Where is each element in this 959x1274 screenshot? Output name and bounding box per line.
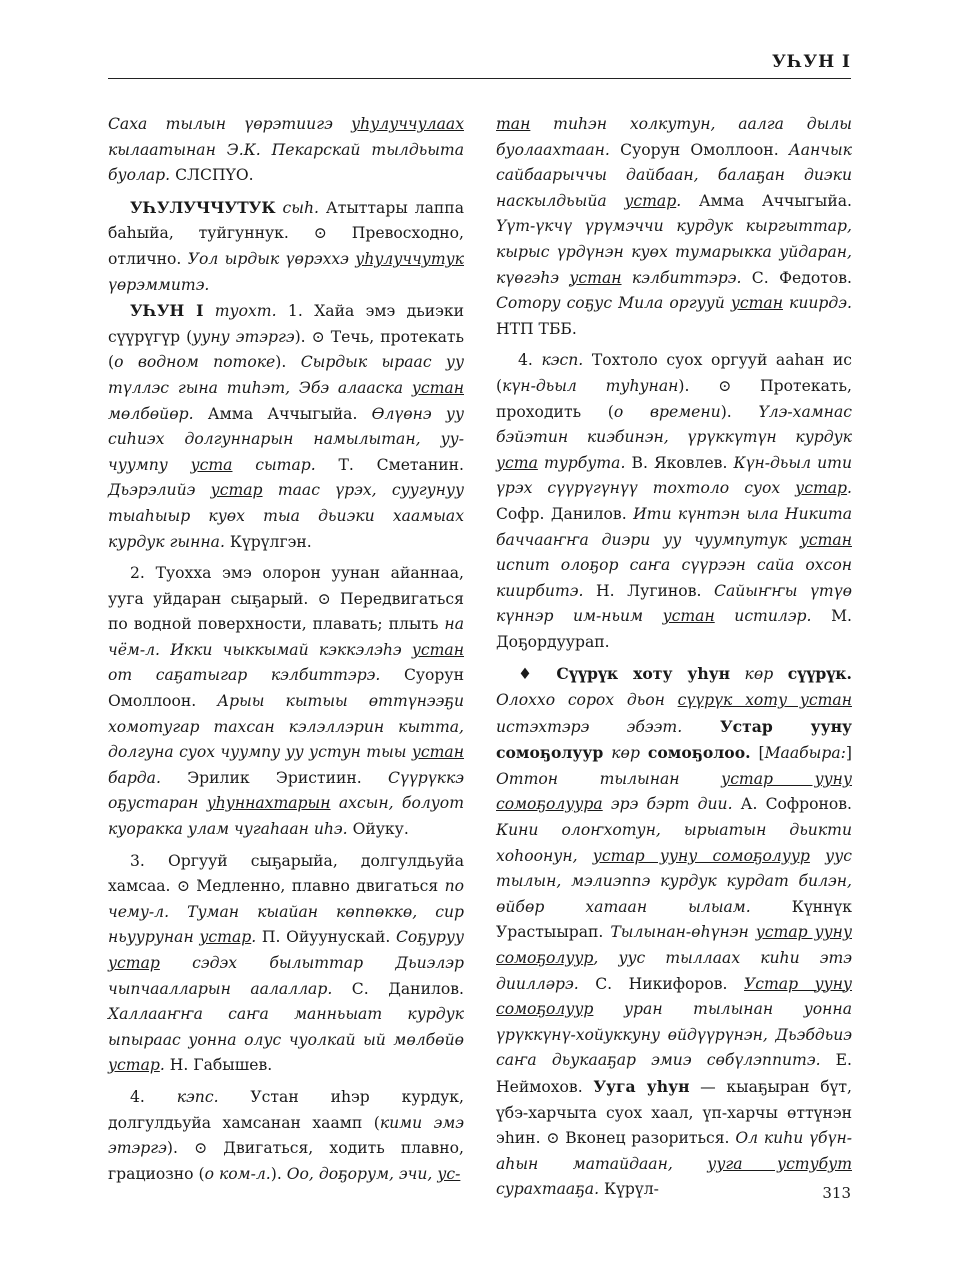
text-run: сурахтааҕа. [496,1180,600,1199]
text-run: ). ⊙ Протекать, проходить ( [496,376,852,421]
entry-paragraph [496,112,852,342]
text-run: НТП ТББ. [496,319,577,338]
text-run: Саха тылын үөрэтиигэ [108,115,352,133]
text-run: С. Федотов. [741,268,852,287]
text-run: от саҕатыгар кэлбиттэрэ. [108,666,381,685]
text-run: уран тылынан уонна үрүккүнү-хойуккуну өйдүүрүнэн, Дьэбдьиэ саҥа дьукааҕар эмиэ сөбүлэппитэ. [496,1000,852,1070]
text-run: Ууга уһун [593,1076,690,1096]
text-run: Үүт-үкчү үрүмэччи курдук кыргыттар, кырыс үрдүнэн куөх тумарыкка уйдаран, күөгэһэ [496,217,852,287]
left-column [108,112,464,1187]
text-run: А. Софронов. [732,795,852,814]
text-run: 2. Туохха эмэ олорон уунан айаннаа, ууга уйдаран сыҕарый. ⊙ Передвигаться по водной поверхности, плавать; плыть [108,564,464,634]
text-run: Суорун Омоллоон. [609,140,789,159]
text-run: Кини олоҥхотун, ырыатын дьикти хоһоонун, [496,821,852,865]
text-run: сытар. [232,455,316,474]
text-run: В. Яковлев. [625,453,734,472]
text-run: уус тылын, мэлиэппэ курдук курдат билэн, өйбөр хатаан ылыам. [496,846,852,916]
text-run: ♦ Сүүрүк хоту уһун [518,664,731,684]
text-run: С. Никифоров. [578,974,745,993]
text-run: көр [603,744,648,763]
text-run: уһулуччулаах [351,115,464,133]
entry-paragraph [496,661,852,1202]
text-run: уһулуччутук [355,249,464,268]
text-run: . [159,1056,165,1075]
entry-paragraph [496,348,852,655]
text-run: устар ууну сомоҕолуур [496,923,852,967]
text-run: Күннүк Урастыырап. [496,897,852,942]
entry-paragraph [108,112,464,189]
text-run: устар [108,1056,160,1075]
text-run: Үлэ-хамнас бэйэтин киэбинэн, үрүккүтүн курдук [496,402,852,447]
text-run: Олоххо сорох дьон [496,691,678,710]
text-run: Маабыра: [764,744,846,763]
text-run: уһуннахтарын [206,794,331,813]
text-run: кими эмэ этэргэ [108,1113,464,1158]
text-run: по чему-л. Туман кыайан көппөккө, сир ньуурунан [108,877,464,947]
text-run: сэдэх былыттар Дьиэлэр чыпчаалларын аалаллар. [108,954,464,998]
text-run: устар [795,479,848,498]
text-run: Эрилик Эристиин. [160,768,389,787]
text-run: УҺУЛУЧЧУТУК [130,197,276,217]
text-run: барда. [108,768,161,787]
text-run: устар [199,928,252,947]
text-run: С. Данилов. [332,979,464,998]
text-run: Өлүөнэ уу сиһиэх долгуннарын намылытан, уу-чуумпу [108,404,464,474]
text-run: Н. Лугинов. [583,581,715,600]
text-run: сыһ. [275,198,319,217]
text-run: . [251,928,257,947]
text-run: күн-дьыл туһунан [502,376,679,395]
text-run: кэсп. [541,351,584,370]
text-run: Т. Сметанин. [315,455,464,474]
text-run: туохт. [203,302,277,321]
text-run: тан [496,115,531,133]
text-run: Күрүлгэн. [224,532,312,551]
text-run: . [847,479,852,498]
text-run: устан [411,743,464,762]
text-run: Тохтоло суох оргууй ааһан ис ( [496,351,852,395]
text-run: устан [569,268,622,287]
text-run: Соҕуруу [395,928,464,947]
text-run: сүүрүк хоту устан [677,691,852,710]
header-rule [108,78,851,79]
page-number: 313 [822,1184,851,1202]
text-run: киирдэ. [782,294,852,313]
text-run: — кыаҕыран бүт, үбэ-харчыта суох хаал, үп-харчы өттүнэн эһин. ⊙ Вконец разориться. [496,1077,852,1148]
text-run: устан [411,378,464,397]
text-run: Суорун Омоллоон. [108,666,464,711]
text-run: Уол ырдык үөрэххэ [187,249,356,268]
text-run: Амма Аччыгыйа. [681,191,852,210]
text-run: Күн-дьыл ити үрэх сүүрүгүнүү тохтоло суох [496,453,853,498]
text-run: о ком-л. [204,1164,271,1183]
text-run: на чём-л. Икки чыккымай кэккэлэһэ [108,615,464,659]
entry-paragraph [108,1085,464,1187]
entry-paragraph [108,849,464,1079]
text-run: көр [730,665,788,684]
text-run: Амма Аччыгыйа. [193,404,372,423]
text-run: 3. Оргууй сыҕарыйа, долгулдьуйа хамсаа. ⊙ Медленно, плавно двигаться [108,851,464,896]
text-run: ). ⊙ Течь, протекать ( [108,327,464,372]
text-run: 4. [518,351,542,370]
text-run: ууну этэргэ [192,327,295,346]
text-run: Арыы кытыы өттүнээҕи хомотугар тахсан кэлэллэрин кытта, долгуна суох чуумпу уу устун тыы [108,692,464,762]
text-run: эрэ бэрт дии. [602,795,733,814]
text-run: мөлбөйөр. [108,404,194,423]
text-run: устар ууну сомоҕолуура [496,769,852,814]
text-run: УҺУН I [130,301,204,321]
text-run: Оттон тылынан [496,769,722,788]
text-run: устан [730,294,783,313]
text-run: ). ⊙ Двигаться, ходить плавно, грациозно ( [108,1139,464,1183]
text-run: Ити күнтэн ыла Никита баччааҥҥа диэри уу чуумпутук [496,504,852,549]
text-run: Оо, доҕорум, эчи, [286,1164,438,1183]
text-run: устар [624,191,677,210]
text-run: Сотору соҕус Мила оргууй [496,294,731,313]
text-run: , уус тыллаах киһи этэ диилләрэ. [496,949,852,993]
text-run: П. Ойуунускай. [256,928,396,947]
text-run: Тылынан-өһүнэн [610,923,756,942]
text-run: Софр. Данилов. [496,504,634,523]
text-run: уста [190,455,233,474]
text-run: ахсын, болуот куоракка улам чугаһаан иһэ. [108,794,464,839]
text-run: турбута. [537,453,626,472]
text-run: . [676,191,682,210]
text-run: сүүрүк. [787,664,852,684]
running-head: УҺУН I [772,52,851,72]
text-run: кэпс. [176,1087,219,1106]
text-run: сомоҕолоо. [647,743,751,763]
text-run: устар [108,954,160,972]
text-run: Аанчык сайбаарыччы дайбаан, балаҕан диэки наскылдьыйа [496,140,852,210]
text-run: М. Доҕордуурап. [496,607,852,651]
text-run: устан [662,607,715,626]
text-run: 4. [130,1087,177,1106]
text-run: 1. Хайа эмэ дьиэки сүүрүгүр ( [108,302,465,346]
text-run: Күрүл- [599,1180,659,1199]
text-run: үөрэммитэ. [108,275,210,294]
text-run: Сүүрүккэ оҕустаран [108,768,464,813]
text-run: о времени [613,402,721,421]
text-run: ус- [437,1164,461,1183]
text-run: Е. Неймохов. [496,1051,853,1096]
text-run: испит олоҕор саҥа сүүрээн сайа охсон киирбитэ. [496,556,852,600]
text-run: СЛСПҮО. [175,166,254,185]
text-run: Сырдык ыраас уу түллэс гына тиһэт, Эбэ алааска [108,353,465,397]
text-run: кэлбиттэрэ. [621,268,742,287]
text-run: ). [275,353,301,372]
text-run: Халлааҥҥа саҥа манньыат курдук ыпыраас уонна олус чуолкай ый мөлбөйө [108,1005,464,1049]
text-run: Устар ууну сомоҕолуур [496,974,853,1019]
text-run: Ойуку. [347,820,409,839]
text-run: Атыттары лаппа баһыйа, туйгуннук. ⊙ Превосходно, отлично. [108,198,464,268]
text-run: устар ууну сомоҕолуур [592,846,810,865]
text-run: устан [799,530,852,549]
text-run: кылаатынан Э.К. Пекарскай тылдьыта буолар. [108,140,464,185]
text-run: Устан иһэр курдук, долгулдьуйа хамсанан хаамп ( [108,1087,464,1132]
entry-paragraph [108,298,464,555]
text-run: истилэр. [714,607,812,626]
text-run: Ол киһи үбүн-аһын матайдаан, [496,1129,852,1173]
text-run: [ [750,744,765,763]
text-run: Сайыҥҥы үтүө күннэр им-ньим [496,581,852,626]
text-run: ). [720,402,759,421]
text-run: тиһэн холкутун, аалга дылы буолаахтаан. [496,115,852,159]
text-run: ] [845,744,852,763]
text-run: Дьэрэлийэ [108,481,211,500]
text-run: истэхтэрэ эбээт. [496,717,683,736]
text-run: таас үрэх, суугунуу тыаһыыр куөх тыа дьиэки хаамыах курдук гынна. [108,481,465,551]
entry-paragraph [108,195,464,298]
text-run: устан [411,640,464,659]
right-column [496,112,852,1203]
text-run: ууга устубут [707,1154,852,1173]
text-run: Устар ууну сомоҕолуур [496,716,852,763]
text-run: устар [210,481,263,500]
text-run: ). [270,1164,287,1183]
entry-paragraph [108,561,464,843]
text-run: Н. Габышев. [164,1056,273,1075]
text-run: уста [496,453,538,472]
text-run: о водном потоке [114,353,276,372]
